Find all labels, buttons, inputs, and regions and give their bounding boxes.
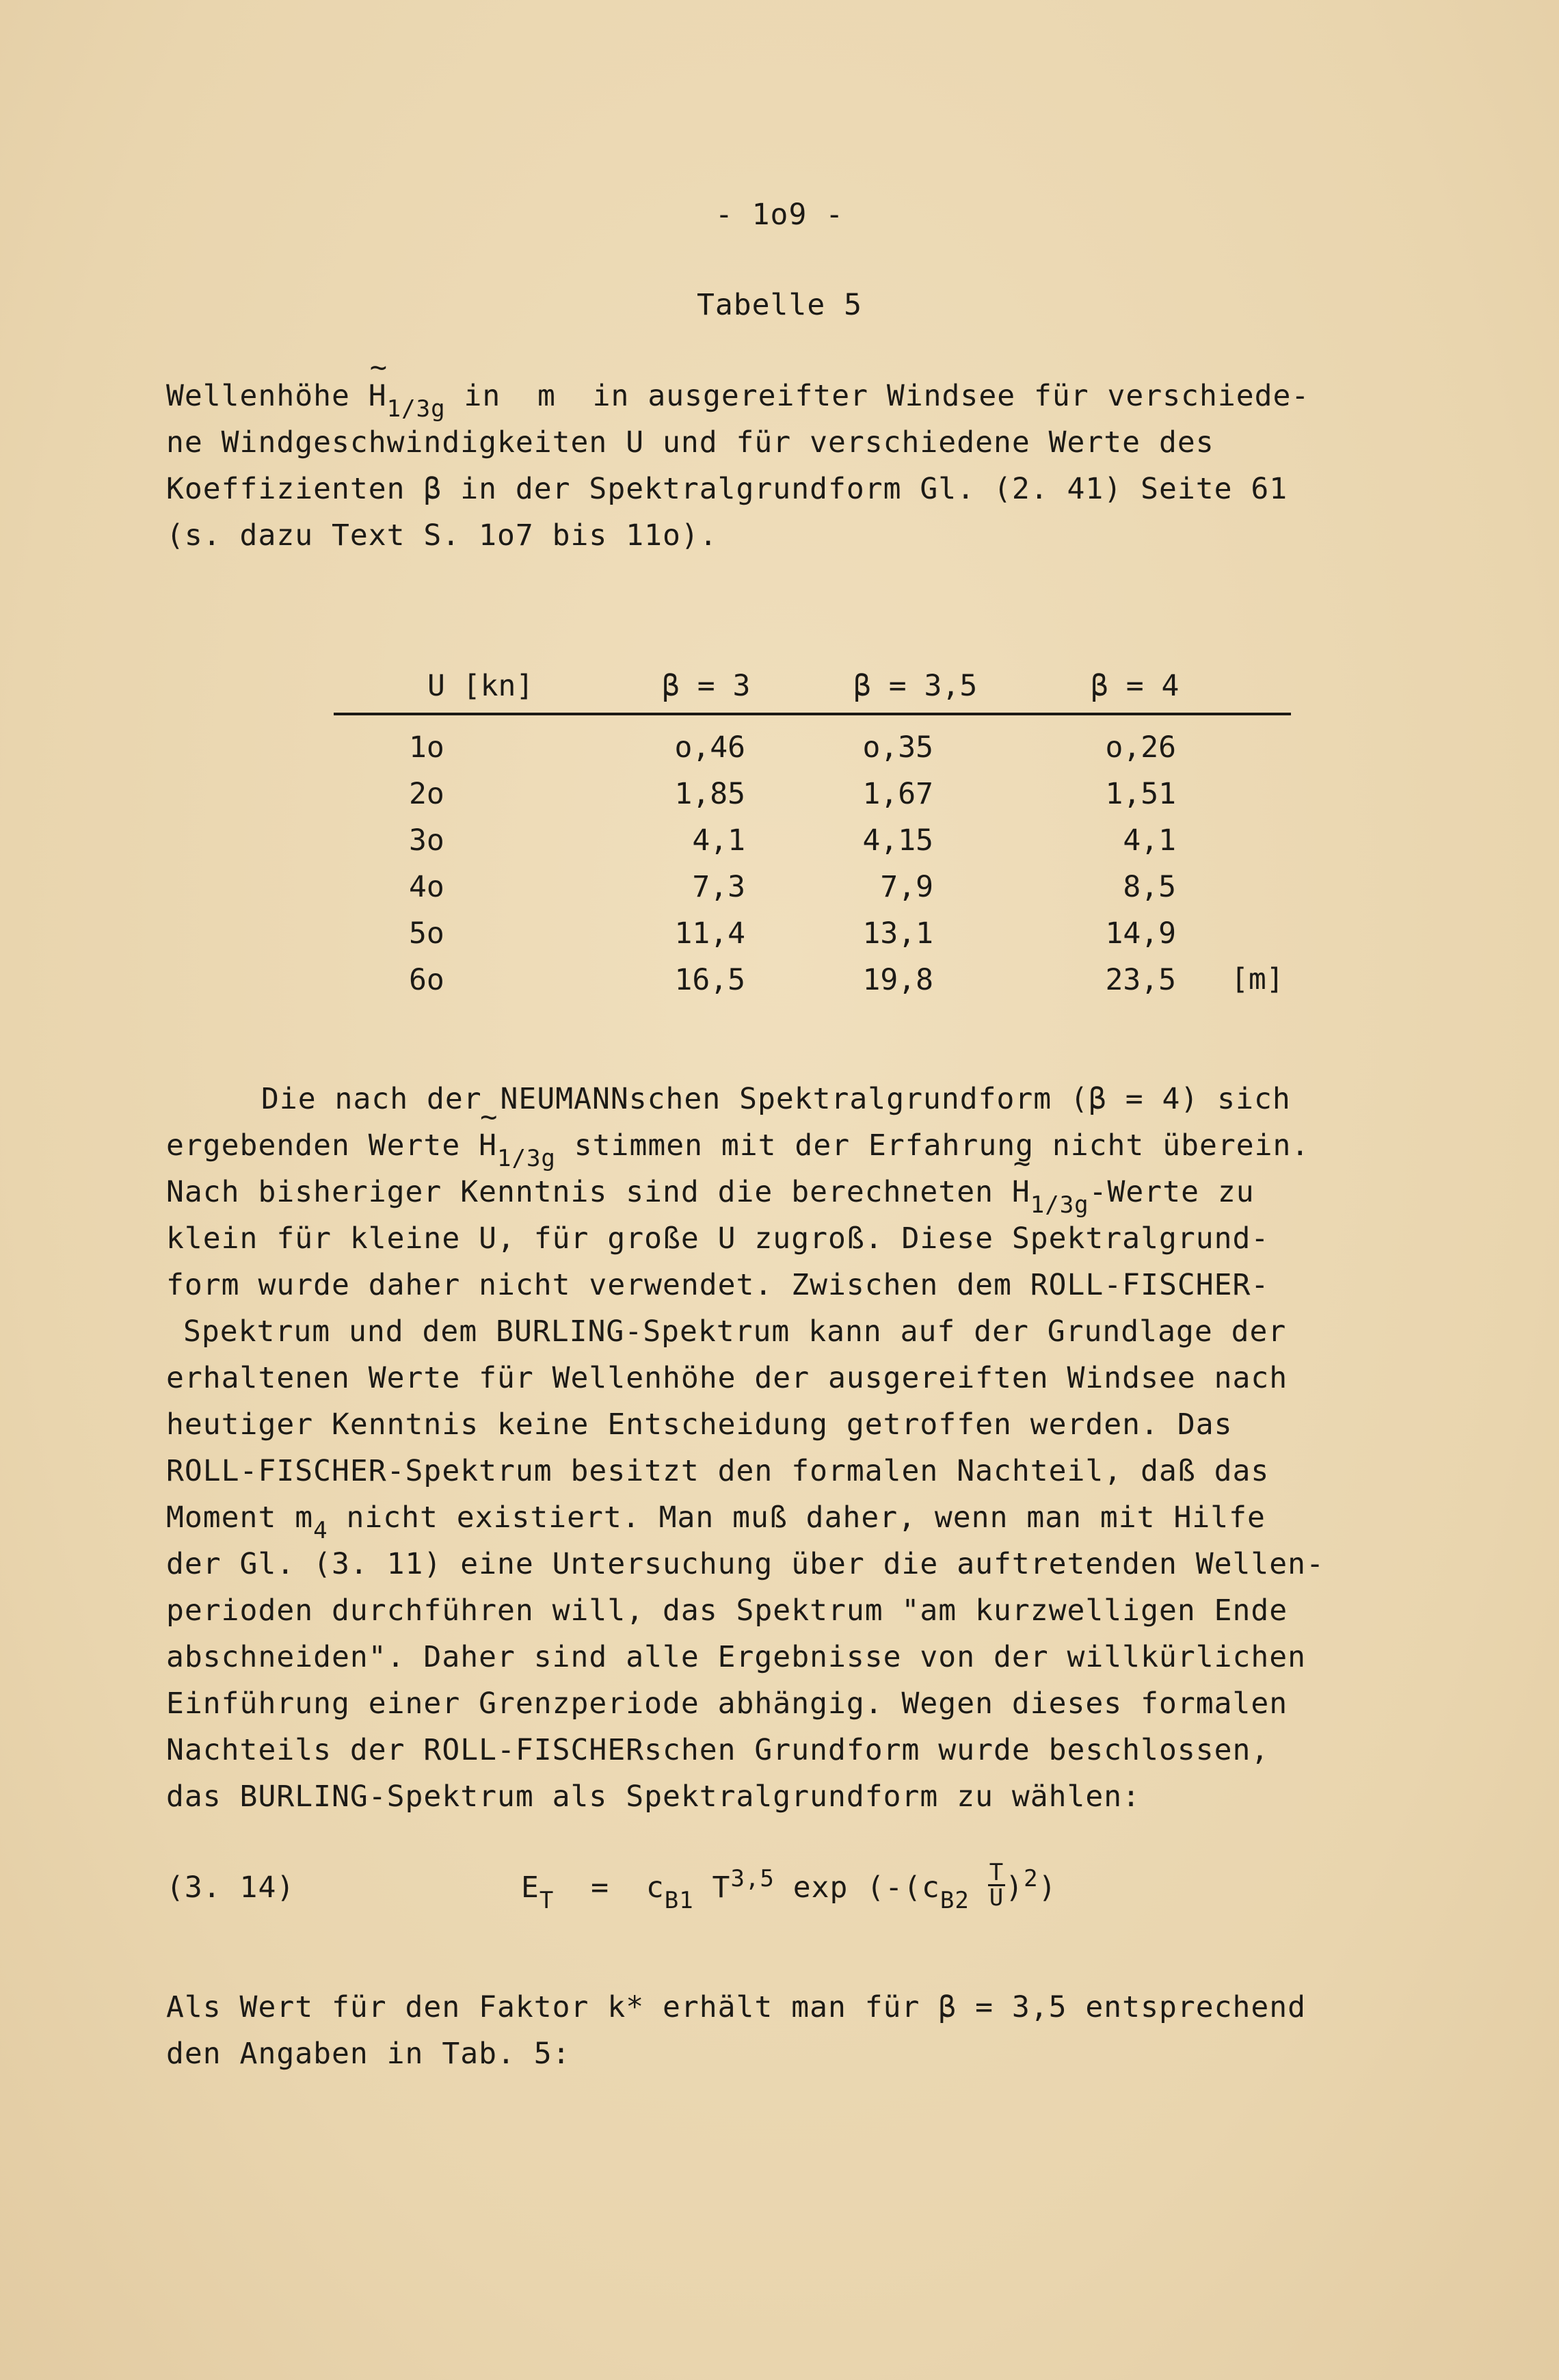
table-cell: 2o <box>409 777 444 811</box>
table-cell: 5o <box>409 916 444 951</box>
table-cell: 4o <box>409 870 444 904</box>
table-cell: 4,1 <box>1123 823 1176 858</box>
table-cell: 6o <box>409 963 444 997</box>
table-cell: 1,67 <box>862 777 933 811</box>
table-cell: 1,85 <box>674 777 745 811</box>
table-cell: 4,15 <box>862 823 933 858</box>
col-header-beta-4: β = 4 <box>1091 669 1180 703</box>
table-cell: o,26 <box>1105 730 1176 765</box>
caption-line-1: Wellenhöhe ~ $H_{1/3g}$ in m in ausgereifter Windsee für verschiede- <box>166 373 1309 421</box>
body-line-10: Moment $m_4$ nicht existiert. Man muß daher, wenn man mit Hilfe <box>166 1500 1266 1544</box>
h-tilde-symbol: ~ H <box>1012 1169 1030 1215</box>
table-cell: 23,5 <box>1105 963 1176 997</box>
table-cell: o,35 <box>862 730 933 765</box>
body-line-12: perioden durchführen will, das Spektrum "am kurzwelligen Ende <box>166 1594 1288 1628</box>
body-line-4: klein für kleine U, für große U zugroß. Diese Spektralgrund- <box>166 1221 1270 1256</box>
body-line-15: Nachteils der ROLL-FISCHERschen Grundform wurde beschlossen, <box>166 1733 1270 1767</box>
body-line-7: erhaltenen Werte für Wellenhöhe der ausgereiften Windsee nach <box>166 1361 1288 1395</box>
table-cell: 13,1 <box>862 916 933 951</box>
page-number: - 1o9 - <box>715 198 844 232</box>
equation-number: (3. 14) <box>166 1870 295 1905</box>
caption-line-2: ne Windgeschwindigkeiten U und für verschiedene Werte des <box>166 425 1214 460</box>
body-line-8: heutiger Kenntnis keine Entscheidung getroffen werden. Das <box>166 1407 1233 1442</box>
body-line-2: ergebenden Werte ~ $H_{1/3g}$ stimmen mit der Erfahrung nicht überein. <box>166 1122 1309 1171</box>
h-tilde-symbol: ~ H <box>479 1122 497 1169</box>
h-tilde-symbol: ~ H <box>369 373 387 419</box>
body-line-16: das BURLING-Spektrum als Spektralgrundform zu wählen: <box>166 1780 1141 1814</box>
body-line-6: Spektrum und dem BURLING-Spektrum kann auf der Grundlage der <box>183 1314 1287 1349</box>
body-line-5: form wurde daher nicht verwendet. Zwischen dem ROLL-FISCHER- <box>166 1268 1270 1302</box>
table-cell: 7,9 <box>880 870 933 904</box>
table-cell: 7,3 <box>692 870 745 904</box>
body-line-11: der Gl. (3. 11) eine Untersuchung über die auftretenden Wellen- <box>166 1547 1324 1581</box>
body-line-1: Die nach der NEUMANNschen Spektralgrundform (β = 4) sich <box>261 1082 1291 1116</box>
closing-line-1: Als Wert für den Faktor k* erhält man für β = 3,5 entsprechend <box>166 1990 1307 2024</box>
table-cell: 4,1 <box>692 823 745 858</box>
col-header-u: U [kn] <box>427 669 534 703</box>
equation: $E_T = c_{B1}$ T$^{3,5}$ $\exp (-(c_{B2}$ $\frac{T}{U}$ )$^2$) <box>521 1859 1057 1914</box>
table-cell: 8,5 <box>1123 870 1176 904</box>
table-cell: 1,51 <box>1105 777 1176 811</box>
equation-fraction: $\frac{T}{U}$ <box>989 1859 1004 1912</box>
caption-line-3: Koeffizienten β in der Spektralgrundform Gl. (2. 41) Seite 61 <box>166 472 1288 506</box>
table-header-rule <box>334 713 1291 715</box>
table-cell: o,46 <box>674 730 745 765</box>
closing-line-2: den Angaben in Tab. 5: <box>166 2037 571 2071</box>
body-line-13: abschneiden". Daher sind alle Ergebnisse von der willkürlichen <box>166 1640 1307 1674</box>
col-header-beta-3-5: β = 3,5 <box>853 669 978 703</box>
table-cell: 19,8 <box>862 963 933 997</box>
table-cell: 1o <box>409 730 444 765</box>
table-title: Tabelle 5 <box>697 288 862 322</box>
table-cell: 16,5 <box>674 963 745 997</box>
col-header-beta-3: β = 3 <box>662 669 751 703</box>
body-line-14: Einführung einer Grenzperiode abhängig. Wegen dieses formalen <box>166 1687 1288 1721</box>
table-cell: 11,4 <box>674 916 745 951</box>
body-line-3: Nach bisheriger Kenntnis sind die berechneten ~ $H_{1/3g}$-Werte zu <box>166 1169 1255 1217</box>
table-cell: 3o <box>409 823 444 858</box>
body-line-9: ROLL-FISCHER-Spektrum besitzt den formalen Nachteil, daß das <box>166 1454 1270 1488</box>
unit-label: [m] <box>1231 962 1284 996</box>
table-cell: 14,9 <box>1105 916 1176 951</box>
caption-line-4: (s. dazu Text S. 1o7 bis 11o). <box>166 518 718 553</box>
